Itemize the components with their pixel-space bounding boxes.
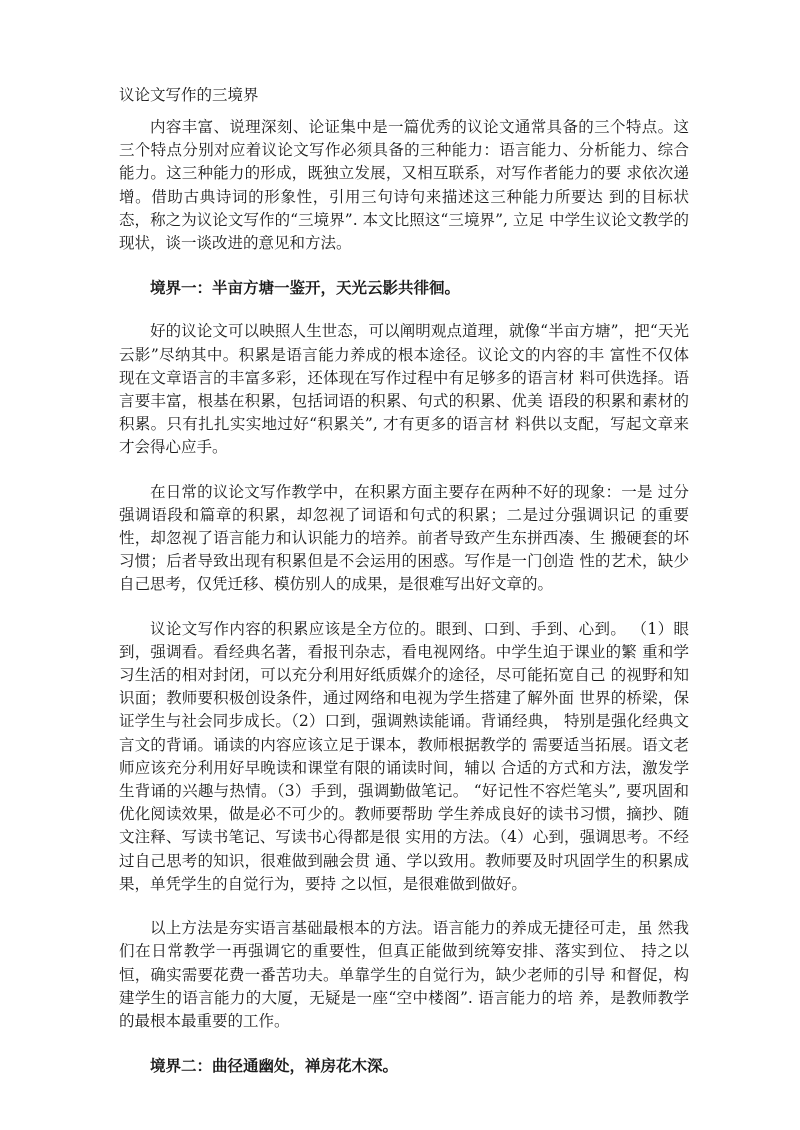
document-title: 议论文写作的三境界 — [119, 86, 259, 104]
section-heading-realm-two: 境界二：曲径通幽处，禅房花木深。 — [150, 1056, 399, 1076]
intro-paragraph: 内容丰富、说理深刻、论证集中是一篇优秀的议论文通常具备的三个特点。这三个特点分别对应着议论文写作必须具备的三种能力：语言能力、分析能力、综合能力。这三种能力的形成，既独立发展，又相互联系，对写作者能力的要 求依次递增。借助古典诗词的形象性，引用三句诗句来描述这三种能力所要达 到的目标状态，称之为议论文写作的“三境界”. 本文比照这“三境界”, 立足 中学生议论文教学的现状，谈一谈改进的意见和方法。 — [119, 118, 689, 253]
body-paragraph: 以上方法是夯实语言基础最根本的方法。语言能力的养成无捷径可走，虽 然我们在日常教学一再强调它的重要性，但真正能做到统筹安排、落实到位、 持之以恒，确实需要花费一番苦功夫。单靠学生的自觉行为，缺少老师的引导 和督促，构建学生的语言能力的大厦，无疑是一座“空中楼阁”. 语言能力的培 养，是教师教学的最根本最重要的工作。 — [119, 919, 689, 1030]
body-paragraph: 好的议论文可以映照人生世态，可以阐明观点道理，就像“半亩方塘”，把“天光云影”尽纳其中。积累是语言能力养成的根本途径。议论文的内容的丰 富性不仅体现在文章语言的丰富多彩，还体现在写作过程中有足够多的语言材 料可供选择。语言要丰富，根基在积累，包括词语的积累、句式的积累、优美 语段的积累和素材的积累。只有扎扎实实地过好“积累关”, 才有更多的语言材 料供以支配，写起文章来才会得心应手。 — [119, 322, 689, 457]
body-paragraph: 议论文写作内容的积累应该是全方位的。眼到、口到、手到、心到。 （1）眼到，强调看。看经典名著，看报刊杂志，看电视网络。中学生迫于课业的繁 重和学习生活的相对封闭，可以充分利用好纸质媒介的途径，尽可能拓宽自己 的视野和知识面；教师要积极创设条件，通过网络和电视为学生搭建了解外面 世界的桥梁，保证学生与社会同步成长。（2）口到，强调熟读能诵。背诵经典， 特别是强化经典文言文的背诵。诵读的内容应该立足于课本，教师根据教学的 需要适当拓展。语文老师应该充分利用好早晚读和课堂有限的诵读时间，辅以 合适的方式和方法，激发学生背诵的兴趣与热情。（3）手到，强调勤做笔记。 “好记性不容烂笔头”, 要巩固和优化阅读效果，做是必不可少的。教师要帮助 学生养成良好的读书习惯，摘抄、随文注释、写读书笔记、写读书心得都是很 实用的方法。（4）心到，强调思考。不经过自己思考的知识，很难做到融会贯 通、学以致用。教师要及时巩固学生的积累成果，单凭学生的自觉行为，要持 之以恒，是很难做到做好。 — [119, 619, 689, 893]
section-heading-realm-one: 境界一：半亩方塘一鉴开，天光云影共徘徊。 — [150, 278, 461, 298]
body-paragraph: 在日常的议论文写作教学中，在积累方面主要存在两种不好的现象：一是 过分强调语段和篇章的积累，却忽视了词语和句式的积累；二是过分强调识记 的重要性，却忽视了语言能力和认识能力的培养。前者导致产生东拼西凑、生 搬硬套的坏习惯；后者导致出现有积累但是不会运用的困惑。写作是一门创造 性的艺术，缺少自己思考，仅凭迁移、模仿别人的成果，是很难写出好文章的。 — [119, 482, 689, 594]
document-body — [119, 116, 689, 1098]
